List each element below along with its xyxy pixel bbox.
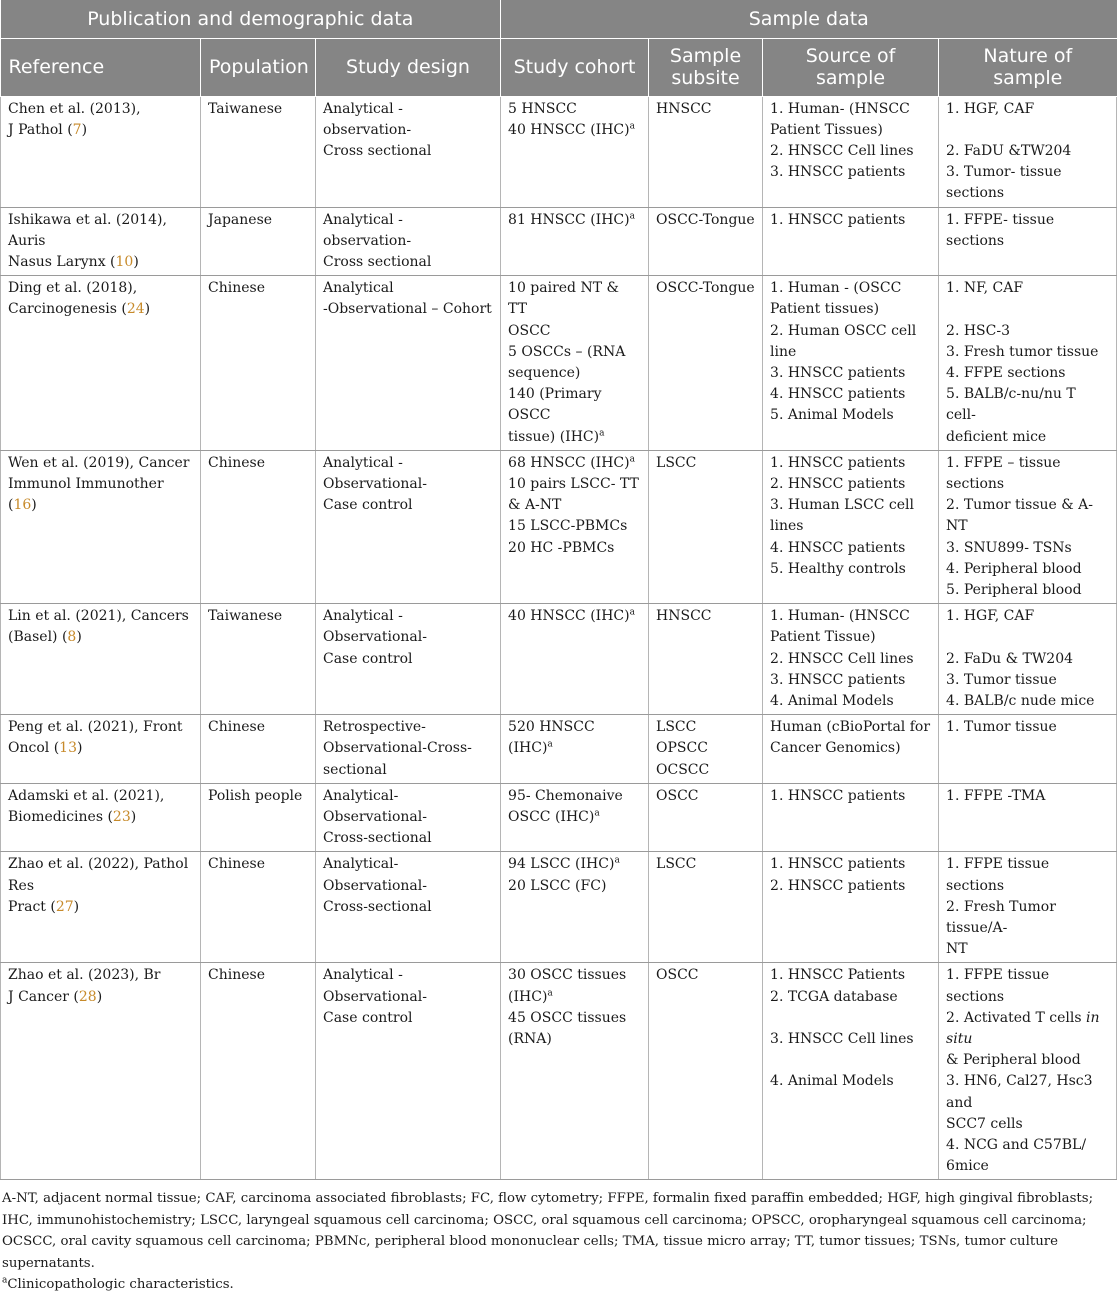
cell-population — [201, 852, 316, 963]
cohort-line: 520 HNSCC (IHC)$^a$ — [508, 719, 600, 757]
nature-line: 5. Peripheral blood — [946, 581, 1082, 598]
source-line: 2. TCGA database — [770, 988, 898, 1005]
design-line: Analytical - observation- — [323, 100, 412, 138]
cell-source-of-sample — [763, 852, 939, 963]
cell-study-design — [316, 715, 501, 784]
nature-line: 3. Tumor tissue — [946, 671, 1057, 688]
nature-line: 6mice — [946, 1158, 989, 1175]
reference-line: J Cancer (28) — [8, 988, 103, 1005]
header-group-row — [1, 0, 1117, 38]
cohort-line: 10 paired NT & TT — [508, 280, 624, 318]
reference-number: 16 — [13, 497, 32, 514]
cell-nature-of-sample — [939, 276, 1117, 451]
reference-line: Immunol Immunother (16) — [8, 475, 169, 514]
reference-line: (Basel) (8) — [8, 629, 82, 646]
nature-line: NT — [946, 941, 968, 958]
col-header-study-cohort: Study cohort — [501, 38, 649, 96]
design-line: Analytical- Observational- — [323, 787, 427, 825]
cell-reference — [1, 604, 201, 715]
cell-reference — [1, 783, 201, 852]
cell-reference — [1, 450, 201, 603]
population-text: Chinese — [208, 856, 265, 873]
reference-line: Wen et al. (2019), Cancer — [8, 454, 190, 471]
source-line: Human (cBioPortal for — [770, 719, 931, 736]
design-line: Cross sectional — [323, 142, 432, 159]
nature-line: 2. FaDU &TW204 — [946, 142, 1072, 159]
table-footnotes — [0, 1180, 1116, 1296]
cell-study-cohort — [501, 96, 649, 207]
reference-line: Carcinogenesis (24) — [8, 301, 151, 318]
cohort-line: 5 HNSCC — [508, 100, 577, 117]
design-line: Cross-sectional — [323, 830, 432, 847]
cell-source-of-sample — [763, 715, 939, 784]
footnote-marker: a — [614, 855, 620, 866]
reference-number: 24 — [126, 301, 145, 318]
cell-reference — [1, 852, 201, 963]
cell-population — [201, 450, 316, 603]
design-line: Case control — [323, 497, 413, 514]
population-text: Polish people — [208, 787, 303, 804]
source-line: 2. HNSCC patients — [770, 475, 906, 492]
cell-study-cohort — [501, 207, 649, 276]
col-header-reference: Reference — [1, 38, 201, 96]
cell-nature-of-sample — [939, 715, 1117, 784]
nature-line: 1. FFPE -TMA — [946, 787, 1046, 804]
cohort-line: 10 pairs LSCC- TT — [508, 475, 639, 492]
nature-line: 2. Activated T cells in situ — [946, 1009, 1104, 1048]
cohort-line: OSCC (IHC)$^a$ — [508, 808, 600, 825]
nature-line: 2. HSC-3 — [946, 322, 1010, 339]
abbreviations-footnote: A-NT, adjacent normal tissue; CAF, carcinoma associated fibroblasts; FC, flow cytometry; FFPE, formalin fixed paraffin embedded; HGF, high gingival fibroblasts; IHC, immunohistochemistry; LSCC, laryngeal squamous cell carcinoma; OSCC, oral squamous cell carcinoma; OPSCC, oropharyngeal squamous cell carcinoma; OCSCC, oral cavity squamous cell carcinoma; PBMNc, peripheral blood mononuclear cells; TMA, tissue micro array; TT, tumor tissues; TSNs, tumor culture supernatants. — [2, 1191, 1094, 1271]
table-row — [1, 276, 1117, 451]
cell-study-cohort — [501, 604, 649, 715]
nature-line — [946, 627, 1109, 648]
footnote-marker: a — [629, 607, 635, 618]
col-header-study-design: Study design — [316, 38, 501, 96]
source-line: 2. HNSCC Cell lines — [770, 650, 914, 667]
reference-number: 8 — [67, 629, 77, 646]
footnote-marker: a — [547, 987, 553, 998]
cohort-line: 81 HNSCC (IHC)$^a$ — [508, 210, 635, 228]
cell-study-design — [316, 207, 501, 276]
reference-line: Zhao et al. (2022), Pathol Res — [8, 856, 193, 894]
cell-population — [201, 207, 316, 276]
footnote-marker: a — [629, 454, 635, 465]
cell-sample-subsite — [649, 783, 763, 852]
cell-nature-of-sample — [939, 604, 1117, 715]
cell-study-design — [316, 852, 501, 963]
design-line: Cross-sectional — [323, 898, 432, 915]
population-text: Japanese — [208, 211, 273, 228]
source-line: 1. HNSCC Patients — [770, 967, 906, 984]
reference-line: Ding et al. (2018), — [8, 280, 138, 297]
cell-reference — [1, 96, 201, 207]
nature-line: 3. Tumor- tissue sections — [946, 164, 1066, 202]
subsite-line: OSCC — [656, 967, 699, 984]
col-header-source-of-sample: Source of sample — [763, 38, 939, 96]
source-line: 2. HNSCC patients — [770, 877, 906, 894]
reference-number: 28 — [78, 988, 97, 1005]
nature-line: 1. Tumor tissue — [946, 719, 1057, 736]
table-row — [1, 604, 1117, 715]
cell-reference — [1, 207, 201, 276]
cohort-line: 30 OSCC tissues — [508, 967, 627, 984]
cohort-line: (IHC)$^a$ — [508, 987, 553, 1005]
cell-study-cohort — [501, 963, 649, 1180]
cell-study-cohort — [501, 450, 649, 603]
source-line: 2. HNSCC Cell lines — [770, 142, 914, 159]
source-line: 5. Healthy controls — [770, 560, 906, 577]
design-line: Analytical - observation- — [323, 211, 412, 249]
cohort-line: 40 HNSCC (IHC)$^a$ — [508, 121, 635, 138]
cell-nature-of-sample — [939, 96, 1117, 207]
source-line: 4. HNSCC patients — [770, 539, 906, 556]
cell-study-cohort — [501, 852, 649, 963]
source-line: 1. Human- (HNSCC — [770, 100, 910, 117]
nature-line: 2. Fresh Tumor tissue/A- — [946, 898, 1061, 936]
cell-nature-of-sample — [939, 450, 1117, 603]
nature-line: 5. BALB/c-nu/nu T cell- — [946, 386, 1081, 424]
design-line: -Observational – Cohort — [323, 301, 492, 318]
cohort-line: & A-NT — [508, 497, 562, 514]
population-text: Chinese — [208, 967, 265, 984]
cell-study-design — [316, 963, 501, 1180]
cell-sample-subsite — [649, 963, 763, 1180]
population-text: Chinese — [208, 280, 265, 297]
nature-line: SCC7 cells — [946, 1115, 1023, 1132]
nature-line: 2. FaDu & TW204 — [946, 650, 1074, 667]
cell-population — [201, 715, 316, 784]
design-line: Analytical - Observational- — [323, 454, 427, 492]
header-group-sample: Sample data — [501, 0, 1117, 38]
reference-line: Adamski et al. (2021), — [8, 787, 165, 804]
source-line: 4. Animal Models — [770, 692, 894, 709]
source-line: 1. HNSCC patients — [770, 787, 906, 804]
nature-line: 1. HGF, CAF — [946, 608, 1035, 625]
cell-nature-of-sample — [939, 783, 1117, 852]
nature-line: 2. Tumor tissue & A-NT — [946, 497, 1094, 535]
design-line: Analytical -Observational- — [323, 967, 427, 1005]
cell-study-design — [316, 276, 501, 451]
nature-line: 3. SNU899- TSNs — [946, 539, 1072, 556]
population-text: Chinese — [208, 719, 265, 736]
subsite-line: OPSCC — [656, 740, 708, 757]
col-header-sample-subsite: Sample subsite — [649, 38, 763, 96]
cell-sample-subsite — [649, 276, 763, 451]
source-line: 3. HNSCC patients — [770, 364, 906, 381]
reference-number: 23 — [112, 808, 131, 825]
subsite-line: OSCC — [656, 787, 699, 804]
table-row — [1, 96, 1117, 207]
source-line: 1. HNSCC patients — [770, 856, 906, 873]
nature-line: 4. Peripheral blood — [946, 560, 1082, 577]
reference-line: Pract (27) — [8, 898, 80, 915]
population-text: Taiwanese — [208, 608, 283, 625]
cell-source-of-sample — [763, 963, 939, 1180]
source-line — [770, 1050, 931, 1071]
cell-study-design — [316, 96, 501, 207]
cohort-line: 20 HC -PBMCs — [508, 539, 615, 556]
table-row — [1, 207, 1117, 276]
nature-line — [946, 299, 1109, 320]
cell-study-design — [316, 783, 501, 852]
source-line: 4. Animal Models — [770, 1073, 894, 1090]
subsite-line: LSCC — [656, 719, 697, 736]
reference-number: 10 — [115, 253, 134, 270]
cell-source-of-sample — [763, 450, 939, 603]
subsite-line: OSCC-Tongue — [656, 211, 755, 228]
nature-line: 1. NF, CAF — [946, 280, 1024, 297]
cell-source-of-sample — [763, 276, 939, 451]
cell-population — [201, 963, 316, 1180]
nature-line: & Peripheral blood — [946, 1052, 1081, 1069]
footnote-marker: a — [629, 210, 635, 221]
design-line: sectional — [323, 761, 387, 778]
source-line: 3. HNSCC patients — [770, 164, 906, 181]
superscript-footnote — [2, 1274, 1114, 1296]
col-header-population: Population — [201, 38, 316, 96]
cell-nature-of-sample — [939, 852, 1117, 963]
cell-source-of-sample — [763, 783, 939, 852]
design-line: Case control — [323, 650, 413, 667]
cohort-line: (RNA) — [508, 1031, 552, 1048]
cell-sample-subsite — [649, 715, 763, 784]
table-row — [1, 852, 1117, 963]
cohort-line: sequence) — [508, 364, 581, 381]
subsite-line: OSCC-Tongue — [656, 280, 755, 297]
source-line: 1. Human - (OSCC — [770, 280, 902, 297]
reference-number: 27 — [55, 898, 74, 915]
cell-reference — [1, 276, 201, 451]
reference-number: 13 — [59, 740, 77, 757]
footnote-marker: a — [547, 739, 553, 750]
source-line: 1. HNSCC patients — [770, 454, 906, 471]
nature-line — [946, 120, 1109, 141]
cell-study-cohort — [501, 783, 649, 852]
footnote-marker: a — [594, 808, 600, 819]
reference-line: Chen et al. (2013), — [8, 100, 141, 117]
cohort-line: 95- Chemonaive — [508, 787, 623, 804]
design-line: Retrospective- — [323, 719, 426, 736]
table-row — [1, 715, 1117, 784]
italic-term: in situ — [946, 1009, 1104, 1048]
subsite-line: LSCC — [656, 454, 697, 471]
source-line: 3. HNSCC patients — [770, 671, 906, 688]
design-line: Analytical- Observational- — [323, 856, 427, 894]
nature-line: 4. BALB/c nude mice — [946, 692, 1095, 709]
cell-source-of-sample — [763, 96, 939, 207]
source-line — [770, 1008, 931, 1029]
reference-line: Oncol (13) — [8, 740, 83, 757]
nature-line: 3. Fresh tumor tissue — [946, 343, 1099, 360]
footnote-marker: a — [2, 1276, 8, 1287]
design-line: Analytical -Observational- — [323, 608, 427, 646]
design-line: Cross sectional — [323, 253, 432, 270]
footnote-marker: a — [599, 427, 605, 438]
reference-line: J Pathol (7) — [8, 121, 88, 138]
source-line: 3. Human LSCC cell lines — [770, 497, 919, 535]
population-text: Taiwanese — [208, 100, 283, 117]
cell-study-design — [316, 450, 501, 603]
source-line: 3. HNSCC Cell lines — [770, 1031, 914, 1047]
cohort-line: 20 LSCC (FC) — [508, 877, 607, 894]
source-line: 5. Animal Models — [770, 407, 894, 424]
cell-source-of-sample — [763, 207, 939, 276]
population-text: Chinese — [208, 454, 265, 471]
nature-line: 4. NCG and C57BL/ — [946, 1137, 1087, 1154]
subsite-line: LSCC — [656, 856, 697, 873]
source-line: Patient Tissues) — [770, 121, 883, 138]
source-line: 4. HNSCC patients — [770, 386, 906, 403]
cell-nature-of-sample — [939, 963, 1117, 1180]
cohort-line: 94 LSCC (IHC)$^a$ — [508, 855, 620, 873]
source-line: Patient Tissue) — [770, 629, 876, 646]
reference-line: Lin et al. (2021), Cancers — [8, 608, 189, 625]
table-row — [1, 783, 1117, 852]
cell-sample-subsite — [649, 852, 763, 963]
cell-sample-subsite — [649, 604, 763, 715]
cell-population — [201, 96, 316, 207]
header-group-publication: Publication and demographic data — [1, 0, 501, 38]
nature-line: 1. FFPE – tissue sections — [946, 454, 1066, 492]
source-line: 1. Human- (HNSCC — [770, 608, 910, 625]
nature-line: 1. FFPE- tissue sections — [946, 211, 1059, 249]
nature-line: 1. FFPE tissue sections — [946, 967, 1054, 1005]
cell-reference — [1, 715, 201, 784]
cell-reference — [1, 963, 201, 1180]
reference-line: Ishikawa et al. (2014), Auris — [8, 211, 172, 249]
footnote-marker: a — [629, 121, 635, 132]
design-line: Analytical — [323, 280, 394, 297]
reference-line: Biomedicines (23) — [8, 808, 137, 825]
cell-sample-subsite — [649, 96, 763, 207]
table-row — [1, 963, 1117, 1180]
nature-line: 1. HGF, CAF — [946, 100, 1035, 117]
cell-study-cohort — [501, 715, 649, 784]
source-line: 1. HNSCC patients — [770, 211, 906, 228]
source-line: Cancer Genomics) — [770, 740, 901, 757]
cohort-line: 5 OSCCs – (RNA — [508, 343, 626, 360]
source-line: Patient tissues) — [770, 301, 880, 318]
design-line: Case control — [323, 1009, 413, 1026]
nature-line: 1. FFPE tissue sections — [946, 856, 1054, 894]
subsite-line: OCSCC — [656, 761, 710, 778]
cell-study-cohort — [501, 276, 649, 451]
cell-population — [201, 604, 316, 715]
subsite-line: HNSCC — [656, 608, 712, 625]
cohort-line: 40 HNSCC (IHC)$^a$ — [508, 607, 635, 625]
reference-line: Nasus Larynx (10) — [8, 253, 139, 270]
reference-number: 7 — [72, 121, 82, 138]
cell-population — [201, 276, 316, 451]
cohort-line: 15 LSCC-PBMCs — [508, 518, 628, 535]
cell-population — [201, 783, 316, 852]
cell-sample-subsite — [649, 207, 763, 276]
cohort-line: 45 OSCC tissues — [508, 1009, 627, 1026]
reference-line: Peng et al. (2021), Front — [8, 719, 183, 736]
design-line: Observational-Cross- — [323, 740, 472, 757]
reference-line: Zhao et al. (2023), Br — [8, 967, 161, 984]
col-header-nature-of-sample: Nature of sample — [939, 38, 1117, 96]
cohort-line: OSCC — [508, 322, 551, 339]
cell-nature-of-sample — [939, 207, 1117, 276]
nature-line: 4. FFPE sections — [946, 364, 1066, 381]
nature-line: 3. HN6, Cal27, Hsc3 and — [946, 1073, 1097, 1111]
cohort-line: tissue) (IHC)$^a$ — [508, 427, 605, 445]
subsite-line: HNSCC — [656, 100, 712, 117]
table-row — [1, 450, 1117, 603]
cell-sample-subsite — [649, 450, 763, 603]
footnote-text: Clinicopathologic characteristics. — [7, 1277, 234, 1293]
nature-line: deficient mice — [946, 428, 1047, 445]
table-body — [1, 96, 1117, 1180]
cell-study-design — [316, 604, 501, 715]
source-line: 2. Human OSCC cell line — [770, 322, 921, 360]
header-columns-row — [1, 38, 1117, 96]
cohort-line: 68 HNSCC (IHC)$^a$ — [508, 454, 635, 471]
cell-source-of-sample — [763, 604, 939, 715]
cohort-line: 140 (Primary OSCC — [508, 386, 606, 424]
